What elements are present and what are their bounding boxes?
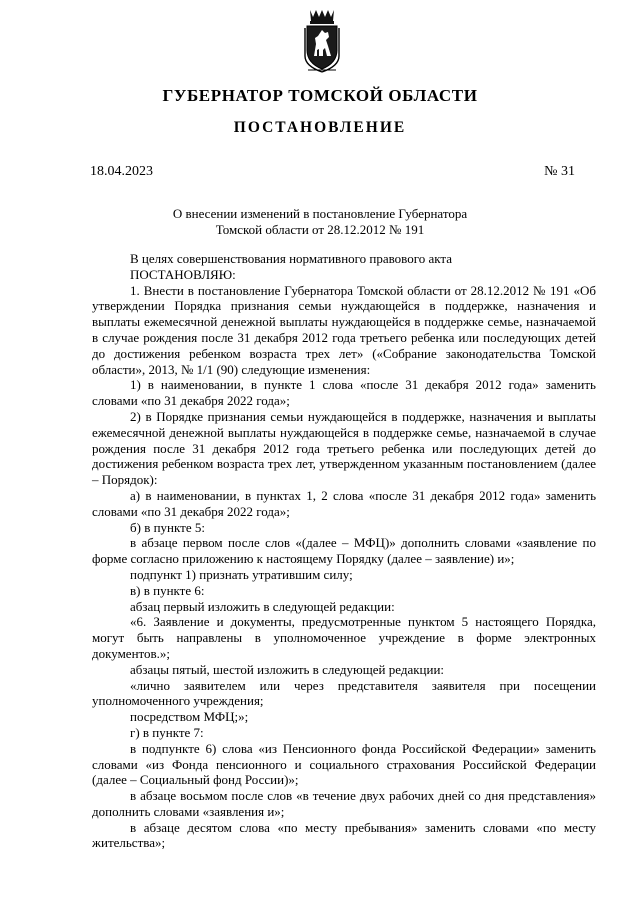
paragraph: В целях совершенствования нормативного правового акта [130,251,453,266]
paragraph: 1. Внести в постановление Губернатора Томской области от 28.12.2012 № 191 «Об утверждении Порядка признания семьи нуждающейся в поддержке, назначения и выплаты ежемесячной денежной выплаты нуждающейся в поддержке семье, назначаемой в случае рождения после 31 декабря 2012 года третьего ребенка или последующих детей до достижения ребенком возраста трех лет» («Собрание законодательства Томской области», 2013, № 1/1 (90) следующие изменения: [92,282,596,377]
paragraph: «6. Заявление и документы, предусмотренные пунктом 5 настоящего Порядка, могут быть направлены в уполномоченное учреждение в форме электронных документов.»; [92,614,596,661]
subject-line: О внесении изменений в постановление Губернатора [172,206,468,221]
paragraph: «лично заявителем или через представителя заявителя при посещении уполномоченного учреждения; [92,677,596,709]
issuing-authority: ГУБЕРНАТОР ТОМСКОЙ ОБЛАСТИ [162,86,478,105]
paragraph: абзац первый изложить в следующей редакции: [130,598,395,614]
coat-of-arms-icon [298,6,346,76]
document-date: 18.04.2023 [90,164,153,179]
paragraph: 1) в наименовании, в пункте 1 слова «после 31 декабря 2012 года» заменить словами «по 31 декабря 2022 года»; [92,377,596,409]
subject-line: Томской области от 28.12.2012 № 191 [215,222,425,237]
paragraph: а) в наименовании, в пунктах 1, 2 слова «после 31 декабря 2012 года» заменить словами «по 31 декабря 2022 года»; [92,487,596,519]
paragraph: посредством МФЦ;»; [130,709,249,725]
document-type: ПОСТАНОВЛЕНИЕ [233,119,407,136]
paragraph: в абзаце десятом слова «по месту пребывания» заменить словами «по месту жительства»; [92,819,596,851]
paragraph: в абзаце восьмом после слов «в течение двух рабочих дней со дня представления» дополнить словами «заявления и»; [92,788,596,819]
document-body [92,251,596,851]
paragraph: б) в пункте 5: [130,519,205,535]
paragraph: в подпункте 6) слова «из Пенсионного фонда Российской Федерации» заменить словами «из Фонда пенсионного и социального страхования Российской Федерации (далее – Социальный фонд России)»; [92,740,596,788]
paragraph: абзацы пятый, шестой изложить в следующей редакции: [130,661,445,677]
document-subject [0,206,640,238]
paragraph: 2) в Порядке признания семьи нуждающейся в поддержке, назначения и выплаты ежемесячной денежной выплаты нуждающейся в поддержке семье, назначаемой в случае рождения после 31 декабря 2012 года третьего ребенка или последующих детей до достижения ребенком возраста трех лет, утвержденном указанным постановлением (далее – Порядок): [92,408,596,488]
paragraph: подпункт 1) признать утратившим силу; [130,566,353,582]
paragraph: ПОСТАНОВЛЯЮ: [130,266,236,282]
paragraph: в абзаце первом после слов «(далее – МФЦ)» дополнить словами «заявление по форме согласно приложению к настоящему Порядку (далее – заявление) и»; [92,535,596,567]
document-number: № 31 [544,164,575,179]
paragraph: г) в пункте 7: [130,724,204,740]
paragraph: в) в пункте 6: [130,582,205,598]
